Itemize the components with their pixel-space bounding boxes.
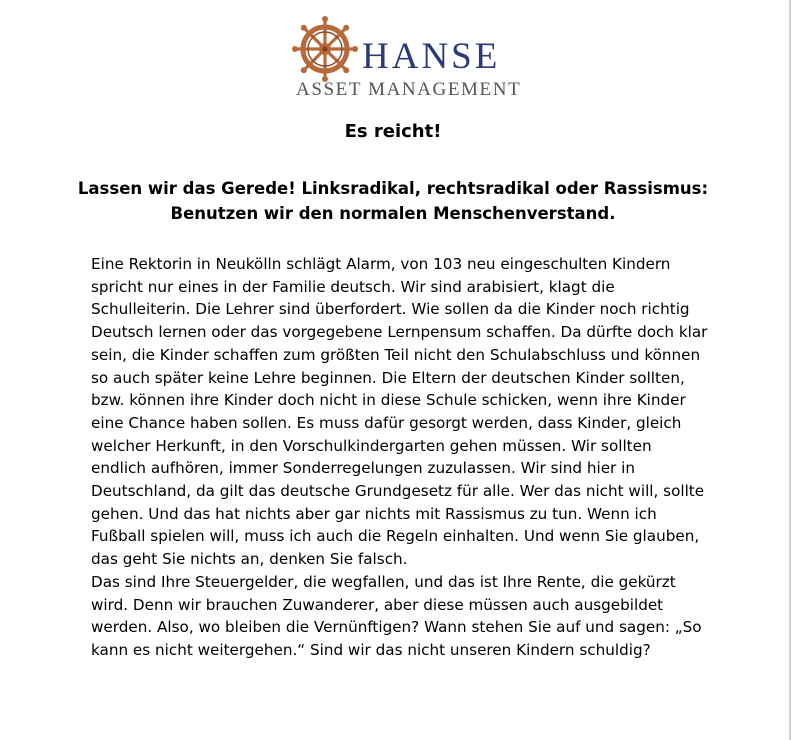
logo-subtitle: ASSET MANAGEMENT xyxy=(296,79,522,100)
body-paragraph-1: Eine Rektorin in Neukölln schlägt Alarm, von 103 neu eingeschulten Kindern spricht nur eines in der Familie deutsch. Wir sind arabisiert, klagt die Schulleiterin. Die Lehrer sind überfordert. Wie sollen da die Kinder noch richtig Deutsch lernen oder das vorgegebene Lernpensum schaffen. Da dürfte doch klar sein, die Kinder schaffen zum größten Teil nicht den Schulabschluss und können so auch später keine Lehre beginnen. Die Eltern der deutschen Kinder sollten, bzw. können ihre Kinder doch nicht in diese Schule schicken, wenn ihre Kinder eine Chance haben sollen. Es muss dafür gesorgt werden, dass Kinder, gleich welcher Herkunft, in den Vorschulkindergarten gehen müssen. Wir sollten endlich aufhören, immer Sonderregelungen zuzulassen. Wir sind hier in Deutschland, da gilt das deutsche Grundgesetz für alle. Wer das nicht will, sollte gehen. Und das hat nichts aber gar nichts mit Rassismus zu tun. Wenn ich Fußball spielen will, muss ich auch die Regeln einhalten. Und wenn Sie glauben, das geht Sie nichts an, denken Sie falsch. xyxy=(91,255,708,569)
subtitle-line-1: Lassen wir das Gerede! Linksradikal, rechtsradikal oder Rassismus: xyxy=(77,179,709,198)
ship-wheel-icon xyxy=(292,16,358,82)
subtitle-line-2: Benutzen wir den normalen Menschenverstand. xyxy=(170,204,616,223)
document-title: Es reicht! xyxy=(344,121,442,142)
body-paragraph-2: Das sind Ihre Steuergelder, die wegfallen, und das ist Ihre Rente, die gekürzt wird. Denn wir brauchen Zuwanderer, aber diese müssen auch ausgebildet werden. Also, wo bleiben die Vernünftigen? Wann stehen Sie auf und sagen: „So kann es nicht weitergehen.“ Sind wir das nicht unseren Kindern schuldig? xyxy=(91,572,702,659)
company-logo xyxy=(292,16,522,102)
document-body xyxy=(91,253,711,662)
logo-name: HANSE xyxy=(362,36,501,77)
document-subtitle xyxy=(60,176,726,226)
